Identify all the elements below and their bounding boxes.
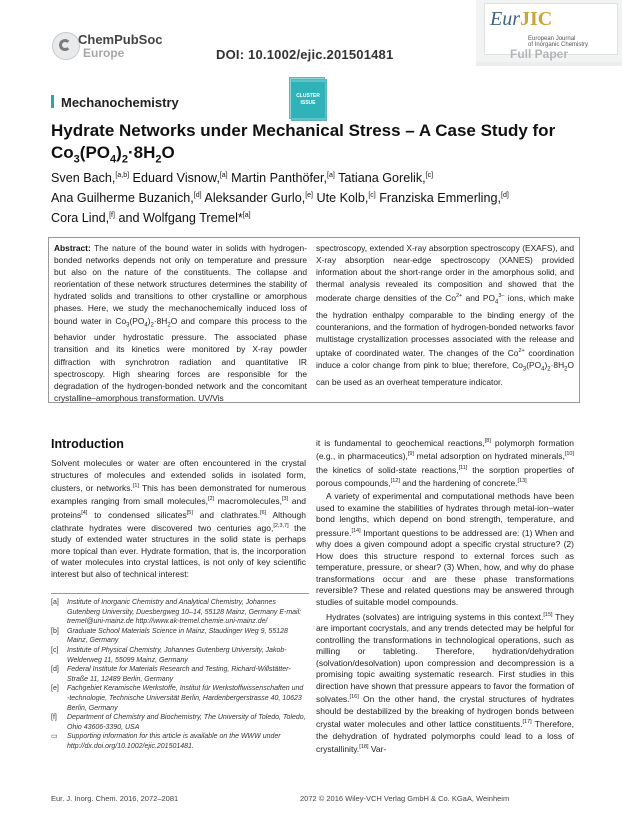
author-list: Sven Bach,[a,b] Eduard Visnow,[a] Martin Panthöfer,[a] Tatiana Gorelik,[c] Ana Guilherme Buzanich,[d] Aleksander Gurlo,[e] Ute Kolb,[c] Franziska Emmerling,[d] Cora Lind,[f] and Wolfgang Tremel*[a] bbox=[51, 171, 509, 226]
article-type: Full Paper bbox=[510, 47, 569, 61]
title-line-2: $Co_3(PO_4)_2\cdot 8H_2O$ bbox=[51, 143, 175, 166]
section-label: Mechanochemistry bbox=[61, 95, 179, 110]
affiliation-item: [c] Institute of Physical Chemistry, Johannes Gutenberg University, Jakob-Welderweg 11, 55099 Mainz, Germany bbox=[51, 646, 287, 664]
journal-stripe bbox=[476, 62, 622, 66]
journal-tagline-2: of Inorganic Chemistry bbox=[528, 42, 589, 48]
affiliation-item: [e] Fachgebiet Keramische Werkstoffe, Institut für Werkstoffwissenschaften und -technologie, Technische Universität Berlin, Hardenbergerstrasse 40, 10623 Berlin, Germany bbox=[51, 685, 304, 712]
affiliation-item: [a] Institute of Inorganic Chemistry and Analytical Chemistry, Johannes Gutenberg University, Duesbergweg 10–14, 55128 Mainz, Germany E-mail: tremel@uni-mainz.de http://www.ak-tremel.chemie.uni-mainz.de/ bbox=[51, 599, 302, 626]
journal-tagline-1: European Journal bbox=[528, 36, 576, 42]
intro-heading: Introduction bbox=[51, 437, 124, 451]
intro-right-text: it is fundamental to geochemical reactions,[8] polymorph formation (e.g., in pharmaceutics),[9] metal adsorption on hydrated minerals,[10] the kinetics of solid-state reactions,[11] the sorption properties of porous compounds,[12] and the hardening of concrete.[13] A variety of experimental and computational methods have been used to examine the stabilities of hydrates through metal-ion–water bond lengths, which depend on bond strength, temperature, and pressure.[14] Important questions to be addressed are: (1) When and why does a given compound adopt a specific crystal structure? (2) How does this structure respond to external forces such as temperature, pressure, or shear? (3) When, how, and why do phase transformations occur and are these phase transformations reversible? These and related questions may be answered through studies of suitable model compounds. Hydrates (solvates) are intriguing systems in this context.[15] They are important cocrystals, and any trends detected may be helpful for controlling the transformations in technological operations, such as milling or tableting. Therefore, hydration/dehydration (solvation/desolvation) upon compression and decompression is a promising topic awaiting systematic research. First studies in this direction have shown that pressure appears to favor the formation of solvates.[16] On the other hand, the crystal structures of hydrates should be destabilized by the breaking of hydrogen bonds between crystal water molecules and other lattice constituents.[17] Therefore, the dehydration of hydrated polymorphs could lead to a loss of crystallinity.[18] Var- bbox=[316, 437, 574, 754]
article-title bbox=[51, 120, 591, 170]
affiliation-item: [d] Federal Institute for Materials Research and Testing, Richard-Willstätter-Straße 11, 12489 Berlin, Germany bbox=[51, 666, 291, 683]
cluster-issue-badge: CLUSTER ISSUE bbox=[291, 82, 325, 118]
title-line-1: Hydrate Networks under Mechanical Stress – A Case Study for bbox=[51, 121, 556, 140]
publisher-sub: Europe bbox=[83, 46, 125, 60]
affiliation-item: [b] Graduate School Materials Science in Mainz, Staudinger Weg 9, 55128 Mainz, Germany bbox=[51, 627, 288, 645]
footer-citation: Eur. J. Inorg. Chem. 2016, 2072–2081 bbox=[51, 794, 179, 803]
abstract-right: spectroscopy, extended X-ray absorption spectroscopy (EXAFS), and X-ray absorption near-edge spectroscopy (XANES) provided information about the short-range order in the amorphous solid, and thermal analysis revealed its composition and showed that the moderate charge densities of the $Co^{2+}$ and $PO_4^{3-}$ ions, which make the hydration enthalpy comparable to the binding energy of the counteranions, and the formation of hydrogen-bonded networks favor multistage crystallization processes associated with the release and uptake of coordinated water. The changes of the $Co^{2+}$ coordination induce a color change from pink to blue; therefore, $Co_3(PO_4)_2\cdot 8H_2O$ can be used as an overheat temperature indicator. bbox=[316, 243, 574, 387]
affiliation-item: [f] Department of Chemistry and Biochemistry, The University of Toledo, Toledo, Ohio 43606-3390, USA bbox=[51, 714, 306, 731]
supporting-info[interactable]: ▭ Supporting information for this article is available on the WWW under http://dx.doi.org/10.1002/ejic.201501481. bbox=[51, 733, 281, 750]
affiliations bbox=[51, 598, 306, 752]
journal-logo: EurJIC bbox=[490, 8, 553, 30]
footer-copyright: 2072 © 2016 Wiley-VCH Verlag GmbH & Co. KGaA, Weinheim bbox=[300, 794, 510, 803]
abstract-left: Abstract: The nature of the bound water in solids with hydrogen-bonded networks depends not only on temperature and pressure but also on the nature of the constituents. The collapse and reorientation of these network structures determines the stability of hydrated solids and transitions to other crystalline or amorphous phases. Here, we study the mechanochemically induced loss of bound water in $Co_3(PO_4)_2\cdot 8H_2O$ and compare this process to the behavior under hydrostatic pressure. The associated phase transition and its kinetics were monitored by X-ray powder diffraction with synchrotron radiation and quantitative IR spectroscopy. High shearing forces are responsible for the degradation of the hydrogen-bonded network and the concomitant crystalline–amorphous transformation. UV/Vis bbox=[54, 243, 307, 403]
chempubsoc-logo-icon bbox=[52, 32, 80, 60]
doi[interactable]: DOI: 10.1002/ejic.201501481 bbox=[216, 47, 394, 62]
document-icon: ▭ bbox=[51, 733, 58, 741]
intro-left-text: Solvent molecules or water are often encountered in the crystal structures of molecules and extended solids in isolated form, clusters, or networks.[1] This has been demonstrated for numerous examples ranging from small molecules,[2] macromolecules,[3] and proteins[4] to condensed silicates[5] and clathrates.[6] Although clathrate hydrates were discovered two centuries ago,[2,3,7] the study of extended water structures in the solid state is perhaps more topical than ever. Hydrate formation, that is, the incorporation of water molecules into crystal lattices, is not only of key scientific interest but also of technical interest: bbox=[51, 458, 307, 579]
publisher-name: ChemPubSoc bbox=[78, 32, 163, 47]
affiliation-rule bbox=[51, 593, 309, 594]
section-bar bbox=[51, 95, 54, 108]
